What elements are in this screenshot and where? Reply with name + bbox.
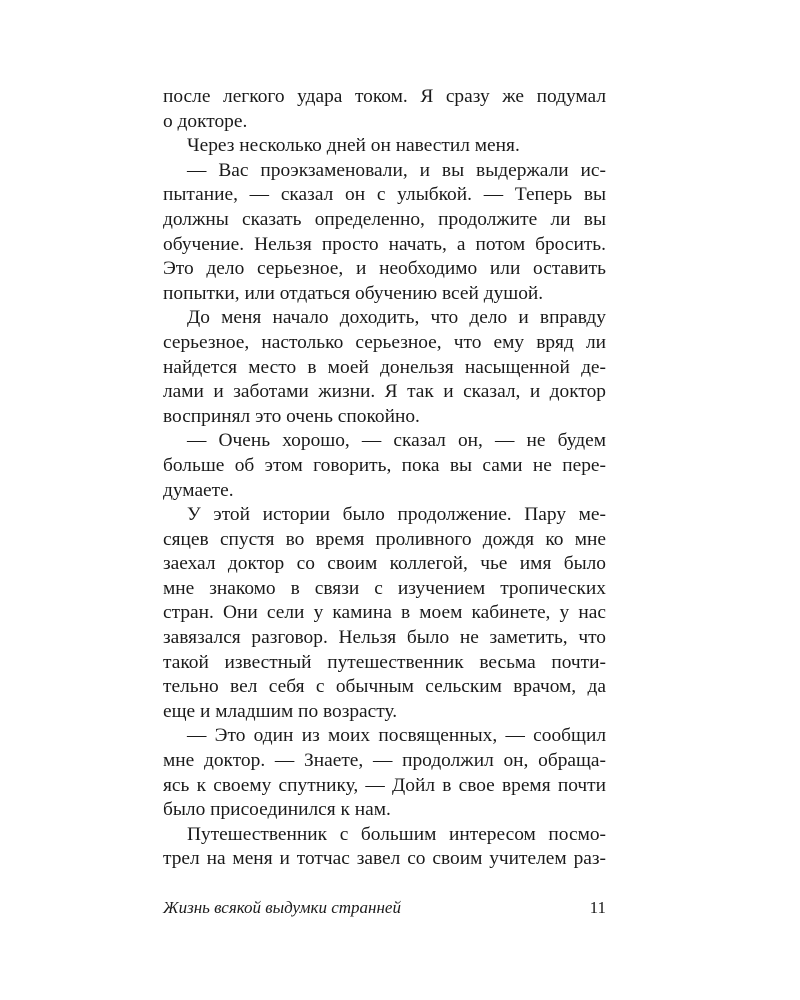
text-line: ясь к своему спутнику, — Дойл в свое время почти [163,774,606,796]
text-line: Это дело серьезное, и необходимо или оставить [163,258,606,280]
text-line: после легкого удара током. Я сразу же подумал [163,86,606,107]
text-line: завязался разговор. Нельзя было не заметить, что [163,627,606,649]
text-line: Путешественник с большим интересом посмо- [187,823,606,845]
text-line: Через несколько дней он навестил меня. [187,135,520,157]
text-line: мне доктор. — Знаете, — продолжил он, обраща- [163,750,606,772]
text-line: думаете. [163,479,234,501]
text-line: такой известный путешественник весьма почти- [163,651,606,673]
body-text [163,85,606,872]
text-line: попытки, или отдаться обучению всей душой. [163,282,544,304]
text-line: воспринял это очень спокойно. [163,405,420,427]
text-line: серьезное, настолько серьезное, что ему вряд ли [163,331,606,353]
text-line: До меня начало доходить, что дело и вправду [187,307,606,329]
text-line: — Очень хорошо, — сказал он, — не будем [187,430,606,452]
text-line: тельно вел себя с обычным сельским врачом, да [163,676,606,698]
text-line: было присоединился к нам. [163,799,391,821]
text-line: У этой истории было продолжение. Пару ме- [187,504,606,526]
text-line: стран. Они сели у камина в моем кабинете, у нас [163,602,606,624]
running-title: Жизнь всякой выдумки странней [163,898,401,917]
text-line: — Вас проэкзаменовали, и вы выдержали ис- [187,159,606,181]
text-line: лами и заботами жизни. Я так и сказал, и доктор [163,381,606,403]
text-line: о докторе. [163,110,248,132]
text-line: — Это один из моих посвященных, — сообщил [187,725,606,747]
text-line: мне знакомо в связи с изучением тропических [163,577,606,599]
text-line: трел на меня и тотчас завел со своим учителем раз- [163,848,606,870]
text-line: сяцев спустя во время проливного дождя ко мне [163,528,606,550]
text-line: найдется место в моей донельзя насыщенной де- [163,356,606,378]
text-line: обучение. Нельзя просто начать, а потом бросить. [163,233,606,255]
page-footer [163,897,606,919]
text-line: пытание, — сказал он с улыбкой. — Теперь вы [163,184,606,206]
text-line: еще и младшим по возрасту. [163,700,398,722]
text-line: заехал доктор со своим коллегой, чье имя было [163,553,606,575]
text-line: больше об этом говорить, пока вы сами не пере- [163,454,606,476]
page-number: 11 [589,898,606,917]
text-line: должны сказать определенно, продолжите ли вы [163,208,606,230]
